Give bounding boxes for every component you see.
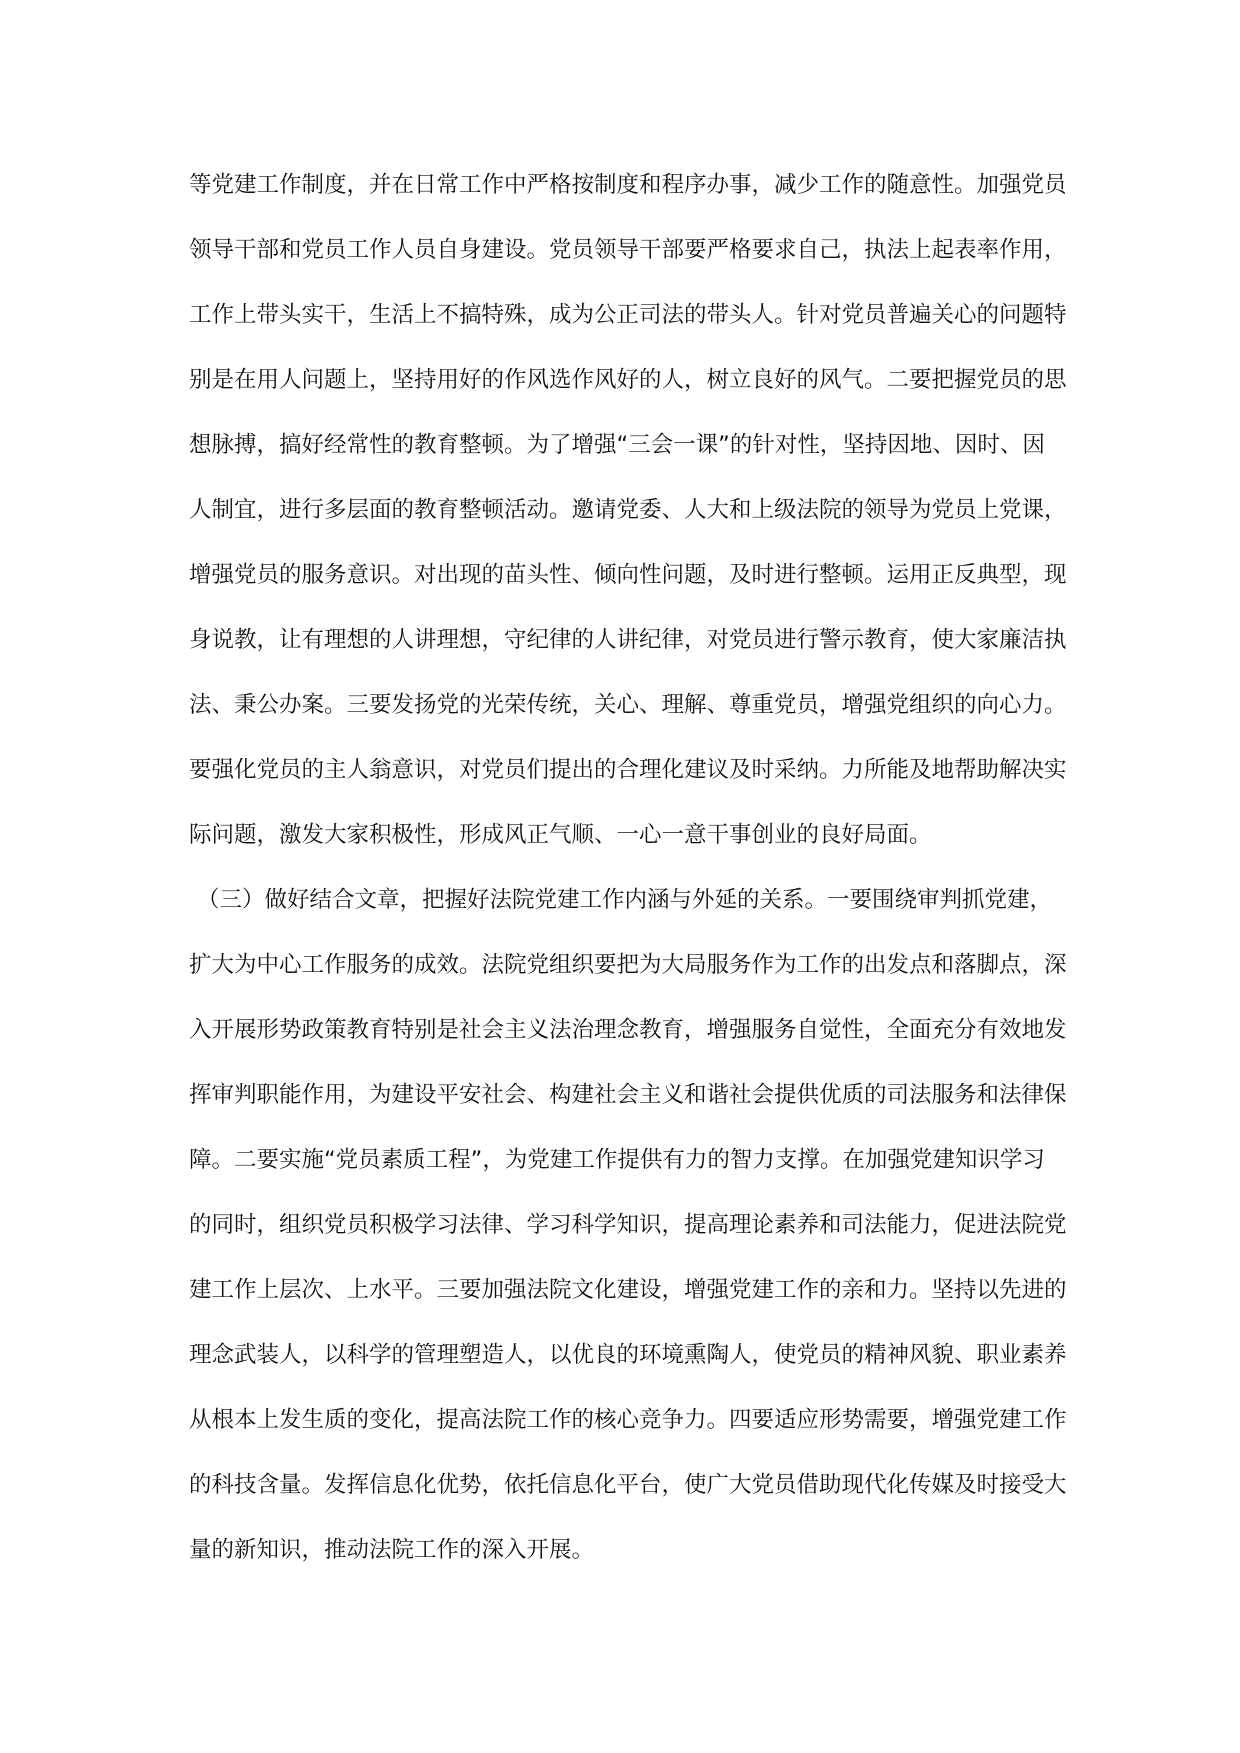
text-line: 领导干部和党员工作人员自身建设。党员领导干部要严格要求自己，执法上起表率作用， (189, 237, 1067, 263)
text-line: 等党建工作制度，并在日常工作中严格按制度和程序办事，减少工作的随意性。加强党员 (189, 172, 1067, 198)
text-line: 扩大为中心工作服务的成效。法院党组织要把为大局服务作为工作的出发点和落脚点，深 (189, 952, 1067, 978)
text-line: 工作上带头实干，生活上不搞特殊，成为公正司法的带头人。针对党员普遍关心的问题特 (189, 302, 1067, 328)
text-line: 挥审判职能作用，为建设平安社会、构建社会主义和谐社会提供优质的司法服务和法律保 (189, 1082, 1067, 1108)
text-line: 理念武装人，以科学的管理塑造人，以优良的环境熏陶人，使党员的精神风貌、职业素养 (189, 1342, 1067, 1368)
text-line: 的同时，组织党员积极学习法律、学习科学知识，提高理论素养和司法能力，促进法院党 (189, 1212, 1067, 1238)
text-line: 的科技含量。发挥信息化优势，依托信息化平台，使广大党员借助现代化传媒及时接受大 (189, 1472, 1067, 1498)
text-line: 身说教，让有理想的人讲理想，守纪律的人讲纪律，对党员进行警示教育，使大家廉洁执 (189, 627, 1067, 653)
text-line: 际问题，激发大家积极性，形成风正气顺、一心一意干事创业的良好局面。 (189, 822, 932, 848)
text-line: 要强化党员的主人翁意识，对党员们提出的合理化建议及时采纳。力所能及地帮助解决实 (189, 757, 1067, 783)
section-heading-line: （三）做好结合文章，把握好法院党建工作内涵与外延的关系。一要围绕审判抓党建， (197, 887, 1053, 913)
text-line: 增强党员的服务意识。对出现的苗头性、倾向性问题，及时进行整顿。运用正反典型，现 (189, 562, 1067, 588)
text-line: 入开展形势政策教育特别是社会主义法治理念教育，增强服务自觉性，全面充分有效地发 (189, 1017, 1067, 1043)
text-line: 从根本上发生质的变化，提高法院工作的核心竞争力。四要适应形势需要，增强党建工作 (189, 1407, 1067, 1433)
text-line: 想脉搏，搞好经常性的教育整顿。为了增强“三会一课”的针对性，坚持因地、因时、因 (189, 432, 1045, 458)
text-line: 障。二要实施“党员素质工程”，为党建工作提供有力的智力支撑。在加强党建知识学习 (189, 1147, 1045, 1173)
text-line: 别是在用人问题上，坚持用好的作风选作风好的人，树立良好的风气。二要把握党员的思 (189, 367, 1067, 393)
text-line: 人制宜，进行多层面的教育整顿活动。邀请党委、人大和上级法院的领导为党员上党课， (189, 497, 1067, 523)
text-line: 量的新知识，推动法院工作的深入开展。 (189, 1537, 595, 1563)
text-line: 法、秉公办案。三要发扬党的光荣传统，关心、理解、尊重党员，增强党组织的向心力。 (189, 692, 1067, 718)
document-body (189, 166, 1067, 1596)
text-line: 建工作上层次、上水平。三要加强法院文化建设，增强党建工作的亲和力。坚持以先进的 (189, 1277, 1067, 1303)
